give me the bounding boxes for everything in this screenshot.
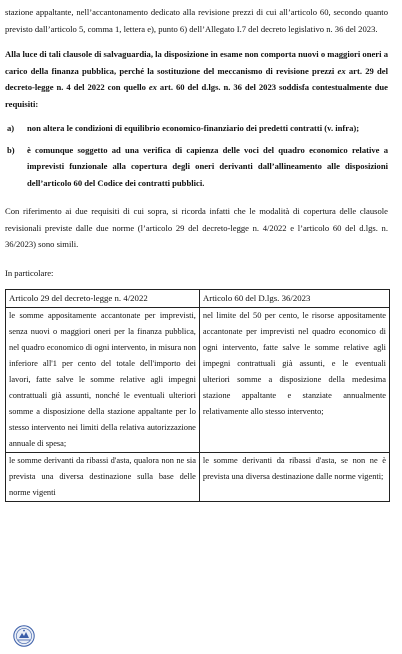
- requirement-item-b: [5, 142, 388, 192]
- table-row: [6, 453, 390, 502]
- paragraph-in-particolare: In particolare:: [5, 267, 54, 278]
- requirement-item-a: [5, 120, 388, 137]
- comparison-table: [5, 289, 390, 502]
- ex-italic-2: ex: [148, 82, 157, 92]
- table-cell: nel limite del 50 per cento, le risorse appositamente accantonate per imprevisti nel quadro economico di ogni intervento, fatte salve le somme relative agli impegni contrattuali già assunti, e le eventuali ulteriori somme a disposizione della medesima stazione appaltante e stanziate annualmente relativamente allo stesso intervento;: [199, 308, 389, 453]
- safeguard-text-3: art. 60 del d.lgs. n. 36 del 2023 soddisfa contestualmente due requisiti:: [5, 82, 388, 109]
- table-header-art29: Articolo 29 del decreto-legge n. 4/2022: [6, 290, 200, 308]
- requirement-marker: a): [7, 123, 15, 133]
- safeguard-text-1: Alla luce di tali clausole di salvaguardia, la disposizione in esame non comporta nuovi o maggiori oneri a carico della finanza pubblica, perché la sostituzione del meccanismo di revisione prezzi: [5, 49, 388, 76]
- table-cell: le somme derivanti da ribassi d'asta, se non ne è prevista una diversa destinazione dalle norme vigenti;: [199, 453, 389, 502]
- requirement-marker: b): [7, 144, 15, 155]
- requirement-text: è comunque soggetto ad una verifica di capienza delle voci del quadro economico relative a imprevisti funzionale alla copertura degli oneri derivanti dall’allineamento alle disposizioni dell’articolo 60 del Codice dei contratti pubblici.: [27, 144, 388, 188]
- table-header-art60: Articolo 60 del D.lgs. 36/2023: [199, 290, 389, 308]
- paragraph-safeguard: [5, 46, 388, 112]
- requirement-text: non altera le condizioni di equilibrio economico-finanziario dei predetti contratti (v. infra);: [27, 123, 360, 133]
- ex-italic-1: ex: [337, 65, 346, 76]
- table-cell: le somme derivanti da ribassi d'asta, qualora non ne sia prevista una diversa destinazione sulla base delle norme vigenti: [6, 453, 200, 502]
- table-row: [6, 308, 390, 453]
- requirements-list: [5, 120, 388, 191]
- table-cell: le somme appositamente accantonate per imprevisti, senza nuovi o maggiori oneri per la finanza pubblica, nel quadro economico di ogni intervento, in misura non inferiore all'1 per cento del totale dell'importo dei lavori, fatte salve le somme relative agli impegni contrattuali già assunti, nonché le eventuali ulteriori somme a disposizione della stazione appaltante per lo stesso intervento nei limiti della relativa autorizzazione annuale di spesa;: [6, 308, 200, 453]
- seal-emblem-icon: [13, 625, 35, 647]
- table-header-row: [6, 290, 390, 308]
- paragraph-intro: stazione appaltante, nell’accantonamento dedicato alla revisione prezzi di cui all’articolo 60, secondo quanto previsto dall’articolo 5, comma 1, lettera e), punto 6) dell’Allegato I.7 del decreto legislativo n. 36 del 2023.: [5, 7, 388, 34]
- paragraph-reference: Con riferimento ai due requisiti di cui sopra, si ricorda infatti che le modalità di copertura delle clausole revisionali previste dalle due norme (l’articolo 29 del decreto-legge n. 4/2022 e l’articolo 60 del d.lgs. n. 36/2023) sono simili.: [5, 206, 388, 249]
- safeguard-text-2: art. 29 del decreto-legge n. 4 del 2022 con quello: [5, 65, 388, 92]
